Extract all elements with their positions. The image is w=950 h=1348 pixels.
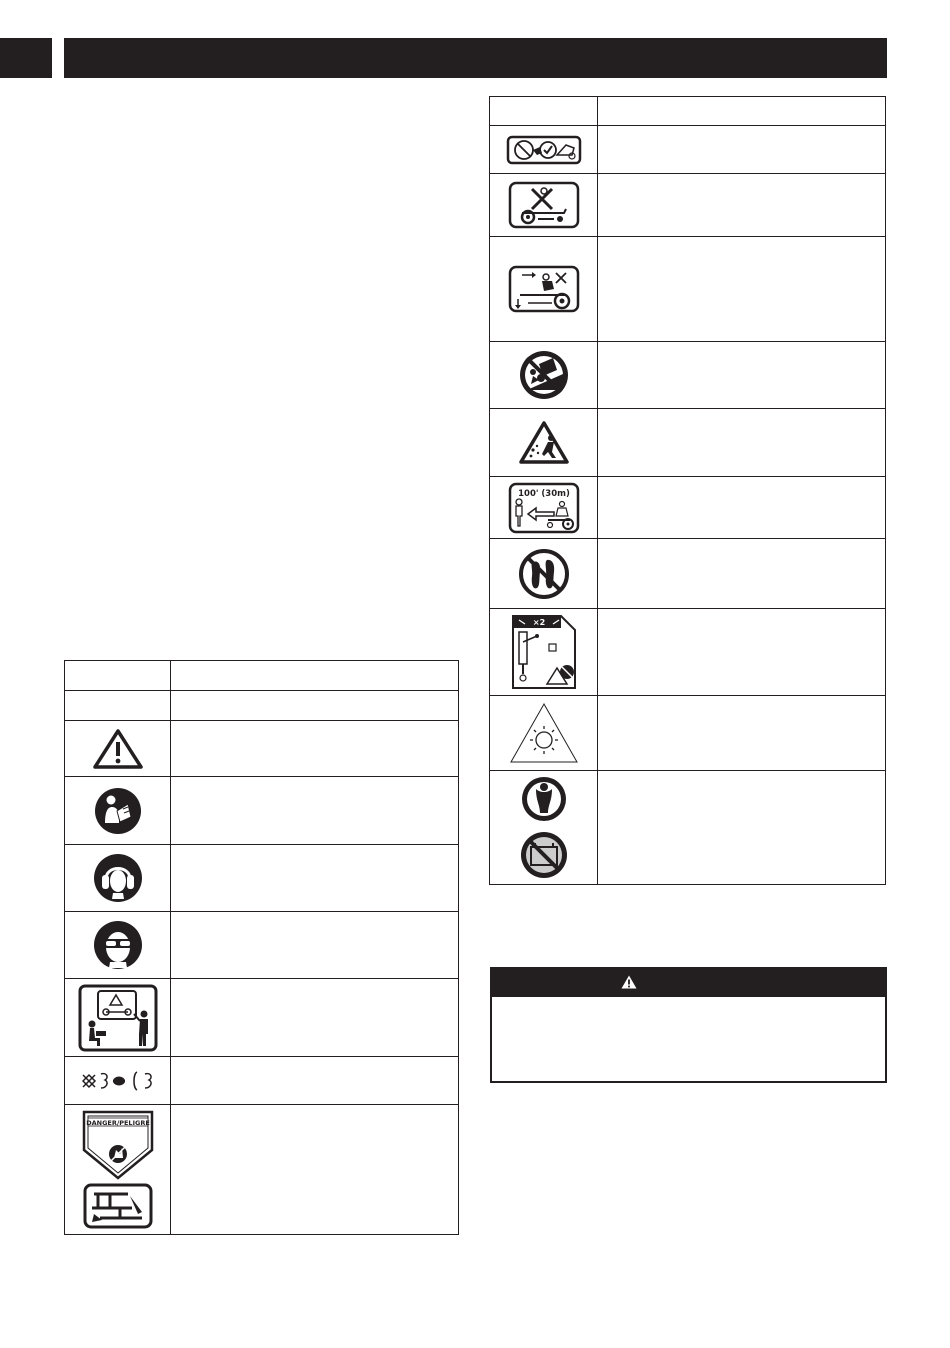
table-row: [490, 539, 886, 609]
symbol-meaning: [598, 539, 886, 609]
page-number-tab: [0, 38, 52, 78]
symbol-meaning: [171, 691, 459, 721]
table-row: [490, 126, 886, 174]
symbol-column-header: [490, 97, 598, 126]
bystander-distance-icon: [508, 482, 580, 534]
symbol-meaning: [598, 771, 886, 885]
ear-protection-icon: [93, 853, 143, 903]
tip-over-hazard-icon: [519, 350, 569, 400]
table-header-row: [65, 661, 459, 691]
table-row: [490, 409, 886, 477]
table-row: [65, 845, 459, 912]
table-row: [65, 691, 459, 721]
symbol-meaning: [171, 912, 459, 979]
table-row: [490, 771, 886, 885]
symbol-meaning: [171, 777, 459, 845]
no-passengers-icon: [506, 135, 582, 165]
key-removal-icon: [79, 1066, 157, 1096]
symbol-meaning: [598, 609, 886, 696]
headlight-icon: [509, 702, 579, 764]
symbol-meaning: [598, 342, 886, 409]
table-row: [490, 237, 886, 342]
symbol-meaning: [171, 979, 459, 1057]
table-row: [490, 609, 886, 696]
symbol-meaning: [171, 1057, 459, 1105]
symbol-column-header: [65, 661, 171, 691]
table-row: [65, 721, 459, 777]
read-manual-icon: [94, 787, 142, 835]
symbol-meaning: [598, 477, 886, 539]
table-header-row: [490, 97, 886, 126]
meaning-column-header: [171, 661, 459, 691]
parking-brake-badge: ×2: [532, 618, 545, 627]
table-row: [65, 1057, 459, 1105]
eye-protection-icon: [93, 920, 143, 970]
symbols-table-left: [64, 660, 459, 1235]
symbol-meaning: [598, 126, 886, 174]
table-row: [490, 174, 886, 237]
section-header-bar: [64, 38, 887, 78]
symbol-meaning: [171, 1105, 459, 1235]
danger-label-icon: [80, 1110, 156, 1230]
no-mowing-reverse-icon: [508, 265, 580, 313]
distance-label: 100' (30m): [517, 488, 570, 499]
table-row: [490, 477, 886, 539]
table-row: [65, 777, 459, 845]
blank-symbol-cell: [65, 691, 171, 721]
meaning-column-header: [598, 97, 886, 126]
keep-feet-away-icon: [518, 548, 570, 600]
danger-label-text: DANGER/PELIGRE: [85, 1118, 150, 1127]
table-row: [490, 342, 886, 409]
table-row: [65, 979, 459, 1057]
symbols-table-right: [489, 96, 886, 885]
symbol-meaning: [598, 237, 886, 342]
symbol-meaning: [598, 409, 886, 477]
warning-box: [490, 967, 887, 1083]
table-row: [65, 1105, 459, 1235]
warning-header: [492, 969, 885, 997]
no-riders-on-mower-icon: [508, 181, 580, 229]
symbol-meaning: [171, 721, 459, 777]
table-row: [65, 912, 459, 979]
symbol-meaning: [598, 696, 886, 771]
table-row: [490, 696, 886, 771]
thrown-objects-icon: [518, 420, 570, 466]
operator-training-icon: [78, 984, 158, 1052]
warning-triangle-icon: [621, 975, 637, 989]
safety-alert-icon: [92, 728, 144, 770]
parking-brake-icon: [511, 614, 577, 690]
symbol-meaning: [171, 845, 459, 912]
symbol-meaning: [598, 174, 886, 237]
battery-disposal-icon: [518, 775, 570, 881]
